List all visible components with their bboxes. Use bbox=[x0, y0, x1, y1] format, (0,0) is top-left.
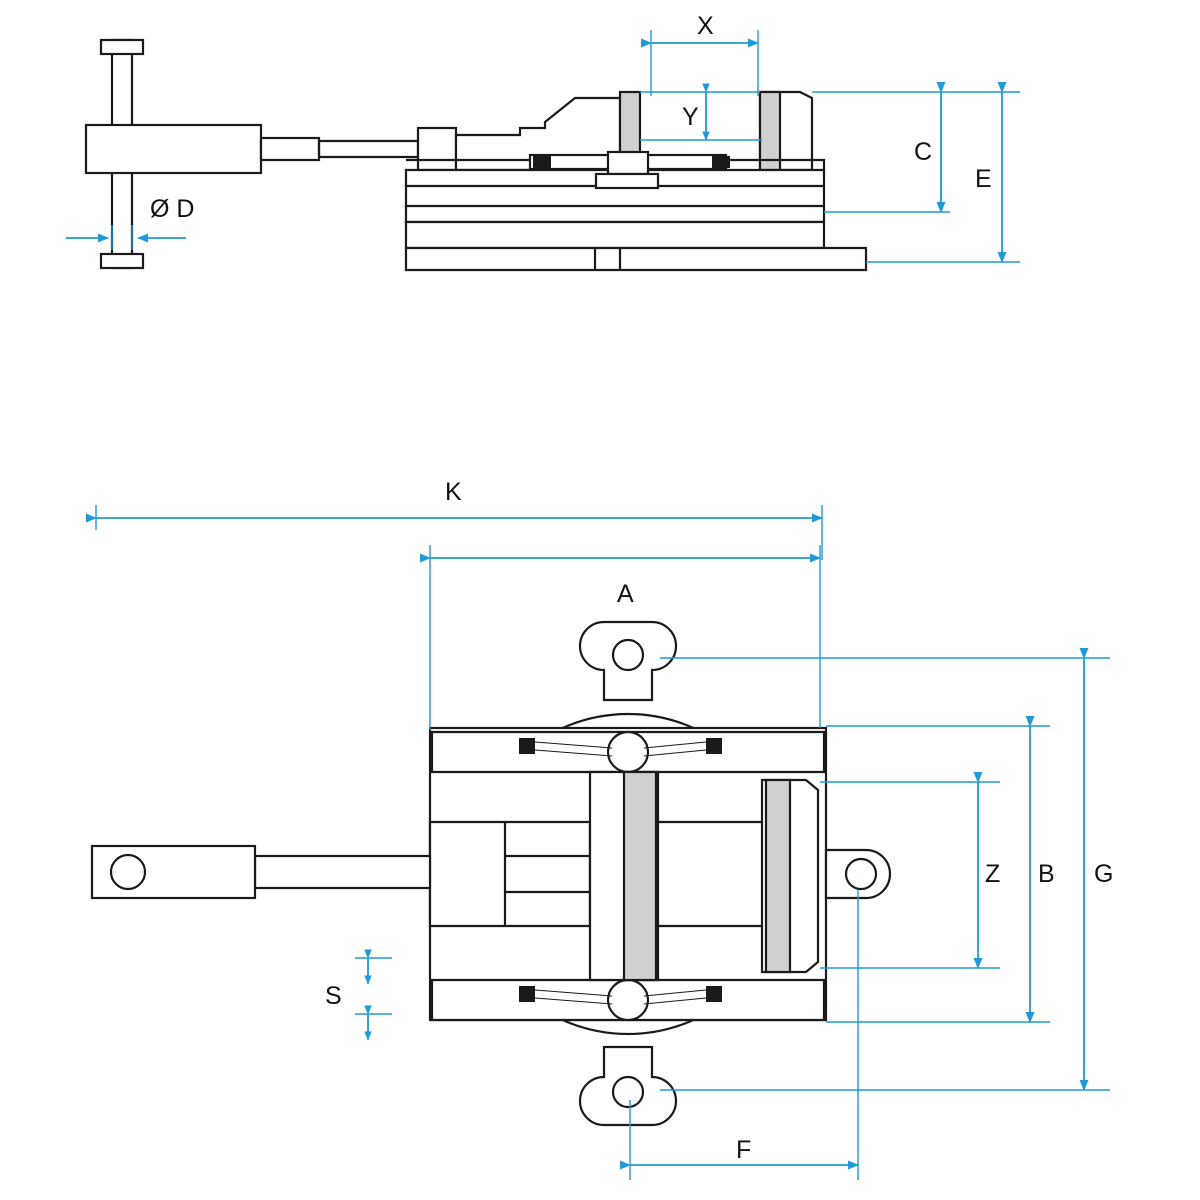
top-view-geometry bbox=[92, 622, 890, 1125]
dimension-label-A: A bbox=[617, 580, 634, 608]
dimension-label-G: G bbox=[1094, 860, 1114, 888]
dimension-label-Z: Z bbox=[985, 860, 1001, 888]
dimension-label-F: F bbox=[736, 1136, 752, 1164]
dimension-label-D: Ø D bbox=[150, 195, 195, 223]
dimension-label-E: E bbox=[975, 165, 992, 193]
dimension-label-K: K bbox=[445, 478, 462, 506]
dimension-label-B: B bbox=[1038, 860, 1055, 888]
dimension-label-C: C bbox=[914, 138, 933, 166]
dimension-label-Y: Y bbox=[682, 103, 699, 131]
dimension-label-X: X bbox=[697, 12, 714, 40]
side-view-geometry bbox=[86, 40, 866, 270]
dimension-label-S: S bbox=[325, 982, 342, 1010]
